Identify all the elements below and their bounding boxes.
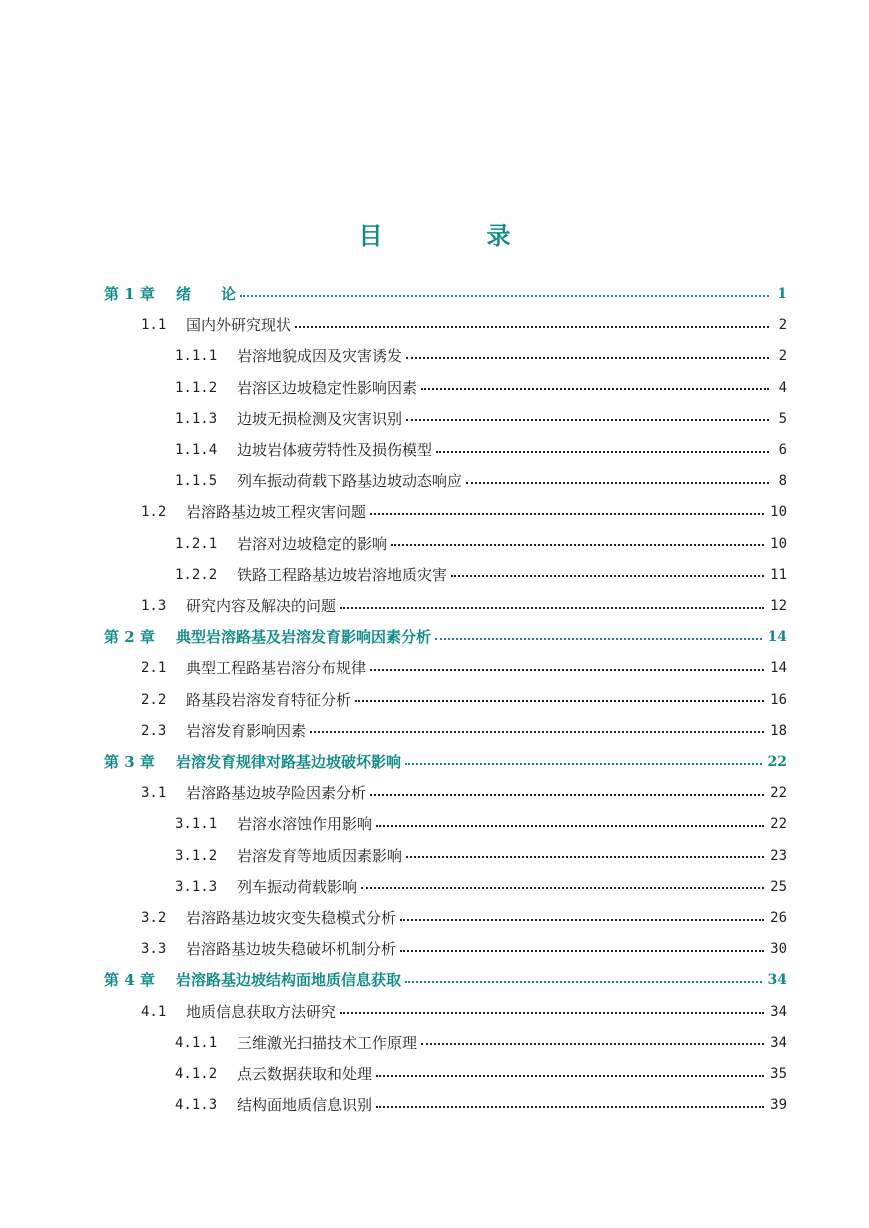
toc-entry-section[interactable] (141, 310, 787, 341)
toc-entry-number: 3.1.1 (175, 816, 218, 833)
toc-entry-title: 岩溶发育影响因素 (186, 721, 307, 740)
toc-dot-leader (355, 690, 764, 702)
toc-entry-page-number: 8 (778, 473, 787, 490)
toc-dot-leader (406, 347, 769, 359)
toc-entry-subsection[interactable] (175, 529, 787, 560)
toc-entry-page-number: 16 (770, 691, 787, 708)
toc-entry-section[interactable] (141, 591, 787, 622)
toc-entry-section[interactable] (141, 903, 787, 934)
toc-entry-subsection[interactable] (175, 1028, 787, 1059)
toc-entry-page-number: 35 (770, 1066, 787, 1082)
toc-entry-page-number: 6 (778, 442, 787, 458)
toc-dot-leader (295, 316, 769, 328)
toc-entry-number: 第 1 章 (104, 285, 155, 303)
toc-entry-section[interactable] (141, 997, 787, 1028)
toc-entry-title: 边坡无损检测及灾害识别 (237, 409, 403, 428)
toc-entry-page-number: 14 (770, 660, 787, 677)
toc-entry-page-number: 34 (770, 1003, 787, 1020)
toc-entry-title: 国内外研究现状 (186, 316, 292, 335)
toc-entry-page-number: 10 (770, 535, 787, 552)
toc-entry-subsection[interactable] (175, 341, 787, 372)
toc-dot-leader (405, 753, 762, 765)
toc-dot-leader (361, 877, 764, 889)
toc-entry-number: 1.2.2 (175, 566, 218, 583)
toc-entry-number: 3.2 (141, 910, 167, 926)
toc-entry-title: 点云数据获取和处理 (237, 1065, 373, 1083)
toc-entry-number: 2.3 (141, 722, 167, 739)
toc-dot-leader (435, 628, 762, 640)
toc-entry-chapter[interactable] (104, 747, 787, 778)
toc-entry-number: 1.1.2 (175, 379, 218, 396)
toc-entry-subsection[interactable] (175, 809, 787, 840)
toc-dot-leader (240, 285, 769, 297)
toc-entry-page-number: 11 (770, 566, 787, 583)
toc-entry-subsection[interactable] (175, 872, 787, 903)
toc-entry-title: 三维激光扫描技术工作原理 (237, 1033, 418, 1052)
toc-dot-leader (391, 534, 764, 546)
toc-entry-title: 岩溶区边坡稳定性影响因素 (237, 378, 418, 397)
toc-entry-page-number: 22 (770, 785, 787, 802)
toc-entry-title: 典型岩溶路基及岩溶发育影响因素分析 (176, 628, 432, 647)
toc-entry-title: 岩溶水溶蚀作用影响 (237, 815, 373, 834)
toc-entry-number: 1.2.1 (175, 535, 218, 552)
toc-entry-page-number: 14 (767, 629, 787, 646)
toc-entry-chapter[interactable] (104, 622, 787, 653)
toc-dot-leader (436, 441, 769, 453)
toc-entry-title: 岩溶路基边坡灾变失稳模式分析 (186, 909, 397, 927)
toc-entry-section[interactable] (141, 934, 787, 965)
toc-entry-page-number: 12 (770, 598, 787, 614)
toc-dot-leader (421, 1033, 764, 1045)
toc-entry-number: 3.3 (141, 941, 167, 958)
toc-entry-title: 典型工程路基岩溶分布规律 (186, 659, 367, 678)
toc-entry-title: 铁路工程路基边坡岩溶地质灾害 (237, 565, 448, 584)
toc-entry-number: 2.2 (141, 691, 167, 708)
toc-dot-leader (310, 721, 764, 733)
toc-entry-title: 岩溶路基边坡结构面地质信息获取 (176, 971, 402, 990)
toc-entry-section[interactable] (141, 778, 787, 809)
toc-dot-leader (370, 503, 764, 515)
toc-dot-leader (466, 472, 769, 484)
toc-entry-page-number: 30 (770, 941, 787, 958)
toc-entry-title: 岩溶路基边坡孕险因素分析 (186, 784, 367, 803)
toc-entry-subsection[interactable] (175, 1059, 787, 1090)
toc-entry-number: 4.1.2 (175, 1066, 218, 1082)
toc-entry-page-number: 34 (767, 972, 787, 989)
toc-entry-subsection[interactable] (175, 435, 787, 466)
toc-dot-leader (340, 1002, 764, 1014)
toc-entry-title: 岩溶路基边坡工程灾害问题 (186, 503, 367, 522)
toc-dot-leader (340, 597, 764, 609)
toc-entry-chapter[interactable] (104, 279, 787, 310)
toc-entry-chapter[interactable] (104, 965, 787, 996)
toc-dot-leader (370, 659, 764, 671)
toc-entry-page-number: 23 (770, 847, 787, 864)
toc-entry-number: 1.1 (141, 317, 167, 334)
toc-entry-subsection[interactable] (175, 560, 787, 591)
toc-entry-number: 3.1.2 (175, 847, 218, 864)
toc-entry-title: 绪 论 (176, 285, 237, 303)
toc-entry-number: 第 3 章 (104, 753, 155, 771)
toc-entry-section[interactable] (141, 653, 787, 684)
toc-entry-number: 2.1 (141, 660, 167, 677)
toc-entry-title: 边坡岩体疲劳特性及损伤模型 (237, 441, 433, 459)
toc-entry-title: 列车振动荷载影响 (237, 877, 358, 896)
toc-entry-page-number: 39 (770, 1097, 787, 1114)
toc-dot-leader (400, 909, 764, 921)
toc-entry-title: 地质信息获取方法研究 (186, 1002, 337, 1021)
toc-entry-subsection[interactable] (175, 1090, 787, 1121)
toc-dot-leader (406, 409, 769, 421)
toc-entry-number: 1.1.4 (175, 442, 218, 458)
toc-entry-number: 1.2 (141, 504, 167, 521)
toc-entry-title: 岩溶发育等地质因素影响 (237, 846, 403, 865)
page-title: 目 录 (358, 221, 551, 250)
toc-dot-leader (405, 971, 762, 983)
toc-dot-leader (370, 784, 764, 796)
toc-entry-section[interactable] (141, 716, 787, 747)
toc-entry-number: 1.3 (141, 598, 167, 614)
toc-entry-subsection[interactable] (175, 373, 787, 404)
toc-entry-number: 1.1.5 (175, 473, 218, 490)
toc-entry-page-number: 5 (778, 410, 787, 427)
toc-entry-page-number: 1 (777, 286, 787, 302)
toc-entry-title: 列车振动荷载下路基边坡动态响应 (237, 472, 463, 491)
toc-entry-page-number: 22 (770, 816, 787, 833)
toc-entry-page-number: 18 (770, 722, 787, 739)
toc-dot-leader (451, 565, 764, 577)
toc-entry-page-number: 34 (770, 1034, 787, 1051)
toc-entry-title: 结构面地质信息识别 (237, 1096, 373, 1115)
toc-entry-number: 第 4 章 (104, 971, 155, 990)
toc-entry-page-number: 26 (770, 910, 787, 926)
toc-entry-subsection[interactable] (175, 404, 787, 435)
toc-entry-title: 岩溶对边坡稳定的影响 (237, 534, 388, 553)
toc-entry-section[interactable] (141, 497, 787, 528)
toc-dot-leader (376, 815, 764, 827)
toc-entry-number: 4.1 (141, 1003, 167, 1020)
toc-entry-title: 岩溶发育规律对路基边坡破坏影响 (176, 753, 402, 771)
toc-entry-subsection[interactable] (175, 466, 787, 497)
toc-entry-title: 岩溶路基边坡失稳破坏机制分析 (186, 940, 397, 959)
toc-entry-section[interactable] (141, 685, 787, 716)
toc-entry-number: 3.1.3 (175, 878, 218, 895)
toc-entry-number: 1.1.3 (175, 410, 218, 427)
toc-entry-title: 岩溶地貌成因及灾害诱发 (237, 347, 403, 366)
toc-entry-page-number: 22 (767, 754, 787, 770)
toc-entry-subsection[interactable] (175, 841, 787, 872)
toc-entry-page-number: 2 (778, 317, 787, 334)
toc-entry-number: 第 2 章 (104, 628, 155, 647)
toc-entry-number: 4.1.3 (175, 1097, 218, 1114)
toc-dot-leader (406, 846, 764, 858)
toc-entry-page-number: 4 (778, 379, 787, 396)
toc-dot-leader (376, 1096, 764, 1108)
toc-entry-number: 3.1 (141, 785, 167, 802)
toc-entry-page-number: 25 (770, 878, 787, 895)
toc-dot-leader (376, 1065, 764, 1077)
toc-dot-leader (421, 378, 769, 390)
toc-entry-number: 1.1.1 (175, 348, 218, 365)
toc-entry-title: 路基段岩溶发育特征分析 (186, 690, 352, 709)
toc-entry-page-number: 2 (778, 348, 787, 365)
toc-entry-number: 4.1.1 (175, 1034, 218, 1051)
toc-entry-title: 研究内容及解决的问题 (186, 597, 337, 615)
toc-entry-page-number: 10 (770, 504, 787, 521)
toc-dot-leader (400, 940, 764, 952)
